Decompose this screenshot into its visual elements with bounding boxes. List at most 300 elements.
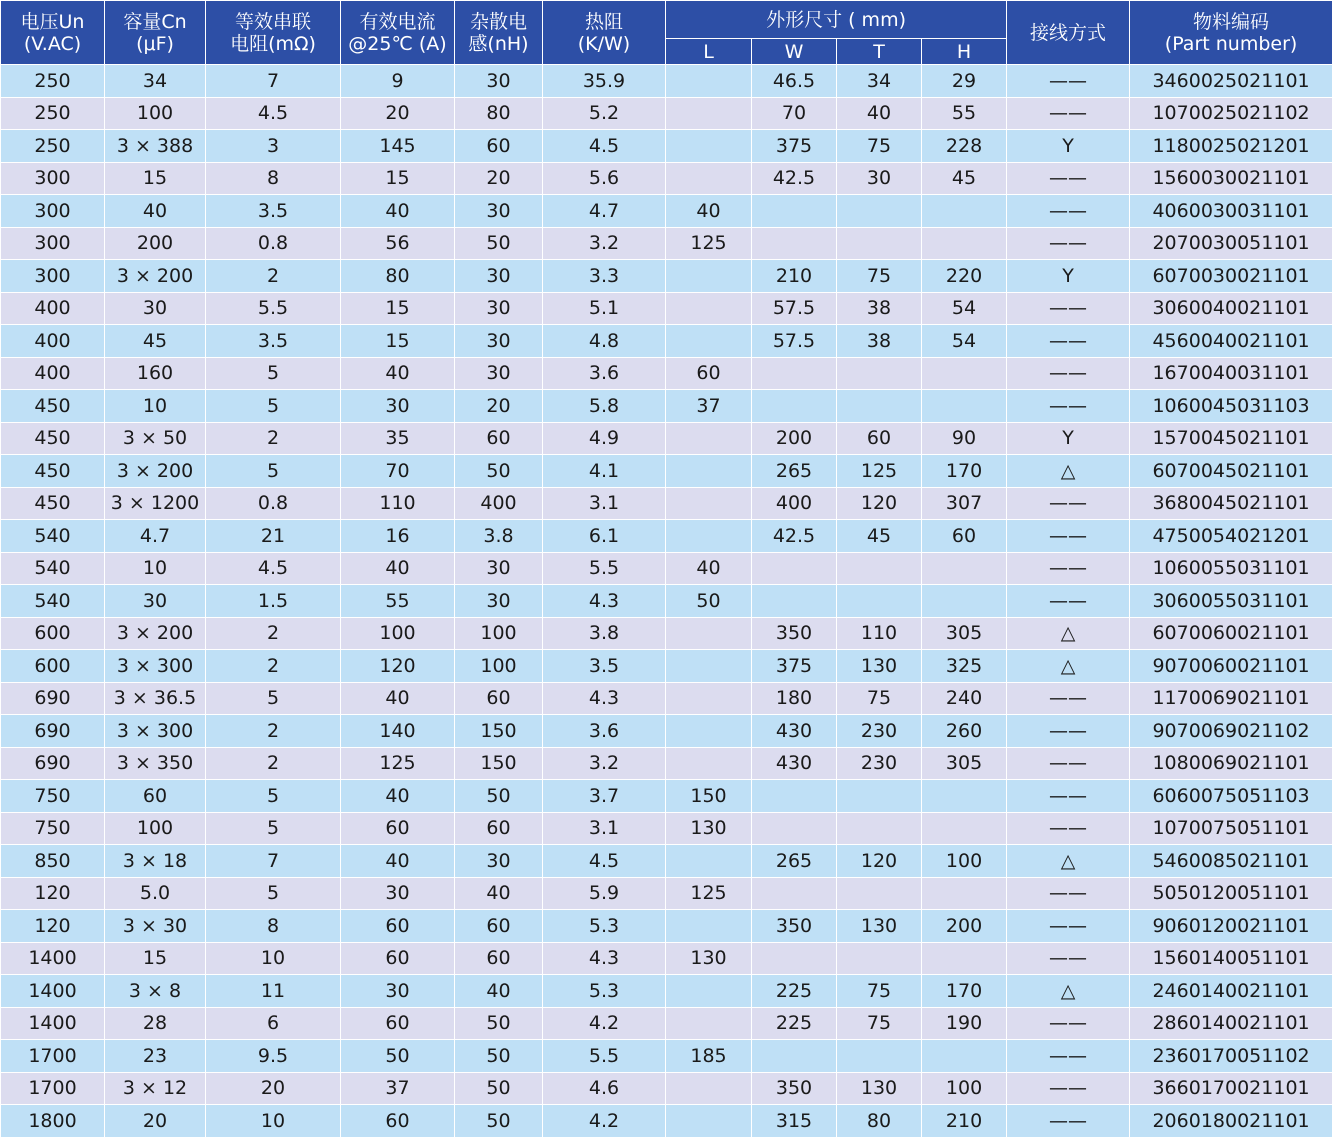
table-row [1, 130, 1332, 163]
cell-inductance: 50 [455, 1105, 543, 1138]
cell-inductance: 30 [455, 357, 543, 390]
cell-voltage: 540 [1, 585, 105, 618]
cell-inductance: 30 [455, 195, 543, 228]
cell-voltage: 540 [1, 552, 105, 585]
cell-voltage: 250 [1, 65, 105, 98]
cell-dim-t [837, 877, 922, 910]
cell-dim-t: 120 [837, 845, 922, 878]
cell-capacity: 3 × 200 [105, 260, 206, 293]
cell-voltage: 850 [1, 845, 105, 878]
cell-dim-l [666, 65, 752, 98]
cell-current: 15 [341, 162, 455, 195]
cell-inductance: 100 [455, 617, 543, 650]
cell-dim-w [752, 812, 837, 845]
cell-esr: 10 [206, 942, 341, 975]
cell-dim-t: 80 [837, 1105, 922, 1138]
cell-dim-l: 60 [666, 357, 752, 390]
cell-wiring: —— [1007, 552, 1130, 585]
cell-part-number: 6060075051103 [1130, 780, 1332, 813]
cell-part-number: 3060055031101 [1130, 585, 1332, 618]
cell-current: 60 [341, 942, 455, 975]
cell-capacity: 3 × 12 [105, 1072, 206, 1105]
cell-esr: 2 [206, 422, 341, 455]
cell-esr: 2 [206, 650, 341, 683]
cell-dim-w [752, 390, 837, 423]
cell-inductance: 20 [455, 390, 543, 423]
cell-dim-h [922, 1040, 1007, 1073]
cell-thermal-resistance: 3.6 [543, 357, 666, 390]
cell-esr: 5 [206, 390, 341, 423]
cell-wiring: —— [1007, 585, 1130, 618]
cell-part-number: 9070069021102 [1130, 715, 1332, 748]
cell-part-number: 5050120051101 [1130, 877, 1332, 910]
cell-part-number: 1070025021102 [1130, 97, 1332, 130]
cell-dim-l: 130 [666, 942, 752, 975]
cell-inductance: 80 [455, 97, 543, 130]
cell-dim-t [837, 780, 922, 813]
cell-dim-l: 130 [666, 812, 752, 845]
cell-capacity: 160 [105, 357, 206, 390]
cell-wiring: —— [1007, 715, 1130, 748]
cell-current: 60 [341, 1105, 455, 1138]
cell-wiring: —— [1007, 1007, 1130, 1040]
cell-wiring: —— [1007, 942, 1130, 975]
cell-part-number: 2460140021101 [1130, 975, 1332, 1008]
cell-dim-l [666, 1007, 752, 1040]
cell-esr: 5 [206, 357, 341, 390]
cell-voltage: 600 [1, 617, 105, 650]
cell-dim-t: 38 [837, 325, 922, 358]
cell-dim-t [837, 357, 922, 390]
cell-current: 30 [341, 390, 455, 423]
cell-thermal-resistance: 4.3 [543, 585, 666, 618]
table-row [1, 422, 1332, 455]
table-row [1, 520, 1332, 553]
cell-inductance: 60 [455, 130, 543, 163]
cell-wiring: —— [1007, 357, 1130, 390]
cell-wiring: —— [1007, 1072, 1130, 1105]
cell-dim-l: 50 [666, 585, 752, 618]
cell-thermal-resistance: 3.2 [543, 227, 666, 260]
table-row [1, 390, 1332, 423]
cell-wiring: Y [1007, 130, 1130, 163]
cell-esr: 7 [206, 65, 341, 98]
cell-dim-h: 29 [922, 65, 1007, 98]
cell-dim-l [666, 520, 752, 553]
table-row [1, 65, 1332, 98]
cell-dim-t: 120 [837, 487, 922, 520]
cell-dim-t: 60 [837, 422, 922, 455]
cell-current: 40 [341, 845, 455, 878]
cell-esr: 5 [206, 455, 341, 488]
cell-esr: 5 [206, 682, 341, 715]
cell-dim-w [752, 780, 837, 813]
cell-dim-l: 125 [666, 227, 752, 260]
cell-dim-l [666, 97, 752, 130]
cell-dim-h [922, 812, 1007, 845]
cell-esr: 5 [206, 877, 341, 910]
cell-inductance: 400 [455, 487, 543, 520]
header-current: 有效电流 @25℃ (A) [341, 1, 455, 65]
cell-dim-h [922, 552, 1007, 585]
cell-voltage: 250 [1, 130, 105, 163]
cell-part-number: 2070030051101 [1130, 227, 1332, 260]
cell-dim-t: 110 [837, 617, 922, 650]
cell-dim-h: 45 [922, 162, 1007, 195]
cell-dim-w [752, 552, 837, 585]
cell-thermal-resistance: 4.7 [543, 195, 666, 228]
header-dim-h: H [922, 39, 1007, 65]
cell-capacity: 3 × 36.5 [105, 682, 206, 715]
cell-wiring: △ [1007, 845, 1130, 878]
cell-current: 140 [341, 715, 455, 748]
table-row [1, 227, 1332, 260]
cell-inductance: 50 [455, 1072, 543, 1105]
cell-dim-w: 430 [752, 747, 837, 780]
cell-dim-w: 430 [752, 715, 837, 748]
cell-dim-w [752, 585, 837, 618]
cell-part-number: 3060040021101 [1130, 292, 1332, 325]
cell-dim-t: 45 [837, 520, 922, 553]
cell-voltage: 450 [1, 422, 105, 455]
cell-dim-w: 57.5 [752, 325, 837, 358]
cell-current: 35 [341, 422, 455, 455]
cell-wiring: Y [1007, 422, 1130, 455]
table-row [1, 1072, 1332, 1105]
table-row [1, 162, 1332, 195]
cell-inductance: 40 [455, 975, 543, 1008]
table-row [1, 552, 1332, 585]
cell-inductance: 60 [455, 422, 543, 455]
cell-part-number: 1070075051101 [1130, 812, 1332, 845]
cell-dim-w [752, 227, 837, 260]
cell-dim-h: 100 [922, 845, 1007, 878]
cell-wiring: —— [1007, 910, 1130, 943]
header-dim-t: T [837, 39, 922, 65]
cell-current: 9 [341, 65, 455, 98]
cell-dim-l: 125 [666, 877, 752, 910]
cell-voltage: 400 [1, 325, 105, 358]
cell-current: 145 [341, 130, 455, 163]
cell-dim-h: 240 [922, 682, 1007, 715]
cell-part-number: 2860140021101 [1130, 1007, 1332, 1040]
cell-dim-h: 60 [922, 520, 1007, 553]
cell-inductance: 60 [455, 812, 543, 845]
cell-inductance: 150 [455, 747, 543, 780]
cell-esr: 8 [206, 162, 341, 195]
table-row [1, 1040, 1332, 1073]
cell-esr: 8 [206, 910, 341, 943]
cell-current: 40 [341, 195, 455, 228]
cell-capacity: 60 [105, 780, 206, 813]
cell-wiring: —— [1007, 325, 1130, 358]
table-row [1, 975, 1332, 1008]
cell-wiring: —— [1007, 877, 1130, 910]
cell-dim-h [922, 942, 1007, 975]
cell-current: 40 [341, 682, 455, 715]
cell-wiring: —— [1007, 227, 1130, 260]
cell-current: 40 [341, 357, 455, 390]
cell-wiring: —— [1007, 195, 1130, 228]
cell-voltage: 690 [1, 715, 105, 748]
cell-dim-w: 375 [752, 650, 837, 683]
cell-part-number: 9070060021101 [1130, 650, 1332, 683]
cell-dim-w [752, 1040, 837, 1073]
cell-esr: 5 [206, 812, 341, 845]
cell-dim-t: 75 [837, 130, 922, 163]
cell-dim-t: 75 [837, 260, 922, 293]
cell-thermal-resistance: 4.5 [543, 130, 666, 163]
cell-dim-l [666, 715, 752, 748]
cell-dim-w [752, 195, 837, 228]
cell-thermal-resistance: 4.1 [543, 455, 666, 488]
cell-capacity: 3 × 1200 [105, 487, 206, 520]
cell-capacity: 30 [105, 292, 206, 325]
cell-dim-w: 375 [752, 130, 837, 163]
cell-dim-l [666, 682, 752, 715]
header-wiring: 接线方式 [1007, 1, 1130, 65]
cell-part-number: 4750054021201 [1130, 520, 1332, 553]
cell-part-number: 1570045021101 [1130, 422, 1332, 455]
cell-thermal-resistance: 3.5 [543, 650, 666, 683]
cell-voltage: 300 [1, 227, 105, 260]
cell-dim-l [666, 292, 752, 325]
cell-inductance: 50 [455, 227, 543, 260]
cell-current: 37 [341, 1072, 455, 1105]
cell-capacity: 10 [105, 390, 206, 423]
cell-dim-l [666, 325, 752, 358]
cell-part-number: 2060180021101 [1130, 1105, 1332, 1138]
cell-capacity: 40 [105, 195, 206, 228]
cell-wiring: △ [1007, 617, 1130, 650]
cell-voltage: 300 [1, 260, 105, 293]
cell-dim-l [666, 487, 752, 520]
cell-dim-l: 40 [666, 552, 752, 585]
cell-esr: 3.5 [206, 325, 341, 358]
table-row [1, 97, 1332, 130]
cell-wiring: —— [1007, 487, 1130, 520]
cell-part-number: 1170069021101 [1130, 682, 1332, 715]
cell-dim-l [666, 910, 752, 943]
cell-capacity: 45 [105, 325, 206, 358]
cell-dim-l [666, 845, 752, 878]
cell-thermal-resistance: 3.6 [543, 715, 666, 748]
cell-dim-l: 150 [666, 780, 752, 813]
cell-dim-w: 225 [752, 1007, 837, 1040]
cell-inductance: 60 [455, 942, 543, 975]
cell-wiring: △ [1007, 455, 1130, 488]
cell-voltage: 1800 [1, 1105, 105, 1138]
cell-dim-w: 225 [752, 975, 837, 1008]
cell-voltage: 1700 [1, 1072, 105, 1105]
table-row [1, 195, 1332, 228]
cell-dim-t: 30 [837, 162, 922, 195]
cell-dim-t: 125 [837, 455, 922, 488]
table-row [1, 715, 1332, 748]
cell-current: 30 [341, 877, 455, 910]
cell-wiring: —— [1007, 292, 1130, 325]
cell-esr: 5 [206, 780, 341, 813]
cell-dim-h [922, 877, 1007, 910]
table-row [1, 682, 1332, 715]
cell-wiring: —— [1007, 162, 1130, 195]
cell-thermal-resistance: 4.6 [543, 1072, 666, 1105]
cell-capacity: 200 [105, 227, 206, 260]
cell-dim-w: 70 [752, 97, 837, 130]
cell-inductance: 150 [455, 715, 543, 748]
cell-voltage: 300 [1, 162, 105, 195]
cell-inductance: 30 [455, 552, 543, 585]
cell-dim-t [837, 585, 922, 618]
cell-dim-w: 200 [752, 422, 837, 455]
cell-thermal-resistance: 4.9 [543, 422, 666, 455]
cell-current: 100 [341, 617, 455, 650]
cell-voltage: 450 [1, 390, 105, 423]
cell-capacity: 15 [105, 162, 206, 195]
header-inductance: 杂散电 感(nH) [455, 1, 543, 65]
cell-dim-h: 90 [922, 422, 1007, 455]
cell-part-number: 1560140051101 [1130, 942, 1332, 975]
cell-part-number: 1560030021101 [1130, 162, 1332, 195]
cell-dim-t: 34 [837, 65, 922, 98]
cell-dim-w: 42.5 [752, 162, 837, 195]
cell-part-number: 4060030031101 [1130, 195, 1332, 228]
cell-capacity: 23 [105, 1040, 206, 1073]
cell-inductance: 20 [455, 162, 543, 195]
cell-esr: 1.5 [206, 585, 341, 618]
cell-thermal-resistance: 3.3 [543, 260, 666, 293]
cell-current: 16 [341, 520, 455, 553]
cell-dim-w: 57.5 [752, 292, 837, 325]
cell-esr: 2 [206, 617, 341, 650]
header-thermal-resistance: 热阻 (K/W) [543, 1, 666, 65]
cell-esr: 20 [206, 1072, 341, 1105]
cell-capacity: 100 [105, 812, 206, 845]
cell-capacity: 30 [105, 585, 206, 618]
cell-dim-h: 260 [922, 715, 1007, 748]
header-part-number: 物料编码 (Part number) [1130, 1, 1332, 65]
cell-capacity: 3 × 8 [105, 975, 206, 1008]
cell-thermal-resistance: 5.1 [543, 292, 666, 325]
cell-part-number: 1080069021101 [1130, 747, 1332, 780]
cell-thermal-resistance: 5.8 [543, 390, 666, 423]
cell-voltage: 250 [1, 97, 105, 130]
cell-dim-l [666, 260, 752, 293]
cell-capacity: 3 × 18 [105, 845, 206, 878]
cell-dim-t: 75 [837, 975, 922, 1008]
cell-esr: 21 [206, 520, 341, 553]
cell-thermal-resistance: 5.3 [543, 975, 666, 1008]
cell-dim-h [922, 357, 1007, 390]
cell-dim-t [837, 942, 922, 975]
cell-thermal-resistance: 3.1 [543, 487, 666, 520]
cell-voltage: 1400 [1, 975, 105, 1008]
cell-part-number: 1180025021201 [1130, 130, 1332, 163]
table-row [1, 1007, 1332, 1040]
cell-voltage: 400 [1, 292, 105, 325]
cell-current: 70 [341, 455, 455, 488]
cell-current: 15 [341, 325, 455, 358]
cell-wiring: △ [1007, 975, 1130, 1008]
cell-inductance: 100 [455, 650, 543, 683]
cell-thermal-resistance: 5.2 [543, 97, 666, 130]
cell-inductance: 30 [455, 325, 543, 358]
header-capacity: 容量Cn (μF) [105, 1, 206, 65]
cell-wiring: —— [1007, 1105, 1130, 1138]
cell-dim-w: 265 [752, 455, 837, 488]
table-row [1, 942, 1332, 975]
cell-wiring: △ [1007, 650, 1130, 683]
cell-wiring: —— [1007, 65, 1130, 98]
cell-dim-h: 100 [922, 1072, 1007, 1105]
cell-dim-h: 210 [922, 1105, 1007, 1138]
cell-dim-h: 170 [922, 975, 1007, 1008]
cell-capacity: 3 × 50 [105, 422, 206, 455]
cell-dim-w [752, 942, 837, 975]
cell-wiring: —— [1007, 97, 1130, 130]
cell-wiring: —— [1007, 780, 1130, 813]
table-row [1, 812, 1332, 845]
cell-inductance: 30 [455, 65, 543, 98]
cell-current: 40 [341, 552, 455, 585]
cell-dim-w: 210 [752, 260, 837, 293]
cell-dim-t: 75 [837, 1007, 922, 1040]
cell-current: 20 [341, 97, 455, 130]
table-row [1, 845, 1332, 878]
cell-inductance: 50 [455, 455, 543, 488]
cell-thermal-resistance: 3.8 [543, 617, 666, 650]
cell-thermal-resistance: 35.9 [543, 65, 666, 98]
cell-dim-h: 54 [922, 292, 1007, 325]
table-row [1, 292, 1332, 325]
cell-dim-t [837, 812, 922, 845]
cell-dim-w [752, 357, 837, 390]
cell-part-number: 3460025021101 [1130, 65, 1332, 98]
cell-dim-t [837, 195, 922, 228]
cell-dim-t [837, 1040, 922, 1073]
table-row [1, 877, 1332, 910]
header-esr: 等效串联 电阻(mΩ) [206, 1, 341, 65]
cell-esr: 4.5 [206, 97, 341, 130]
cell-capacity: 3 × 350 [105, 747, 206, 780]
table-row [1, 487, 1332, 520]
cell-capacity: 100 [105, 97, 206, 130]
cell-wiring: —— [1007, 747, 1130, 780]
table-row [1, 455, 1332, 488]
cell-dim-h [922, 585, 1007, 618]
cell-esr: 2 [206, 715, 341, 748]
cell-dim-w: 265 [752, 845, 837, 878]
cell-esr: 7 [206, 845, 341, 878]
cell-dim-l [666, 422, 752, 455]
cell-voltage: 120 [1, 877, 105, 910]
cell-part-number: 9060120021101 [1130, 910, 1332, 943]
cell-wiring: —— [1007, 682, 1130, 715]
cell-esr: 4.5 [206, 552, 341, 585]
cell-thermal-resistance: 5.5 [543, 1040, 666, 1073]
cell-part-number: 3680045021101 [1130, 487, 1332, 520]
cell-dim-h: 307 [922, 487, 1007, 520]
cell-dim-l [666, 747, 752, 780]
cell-dim-t: 40 [837, 97, 922, 130]
cell-dim-l [666, 975, 752, 1008]
cell-capacity: 3 × 300 [105, 715, 206, 748]
cell-voltage: 450 [1, 455, 105, 488]
table-row [1, 780, 1332, 813]
cell-voltage: 1400 [1, 942, 105, 975]
cell-dim-w: 42.5 [752, 520, 837, 553]
cell-dim-t [837, 552, 922, 585]
